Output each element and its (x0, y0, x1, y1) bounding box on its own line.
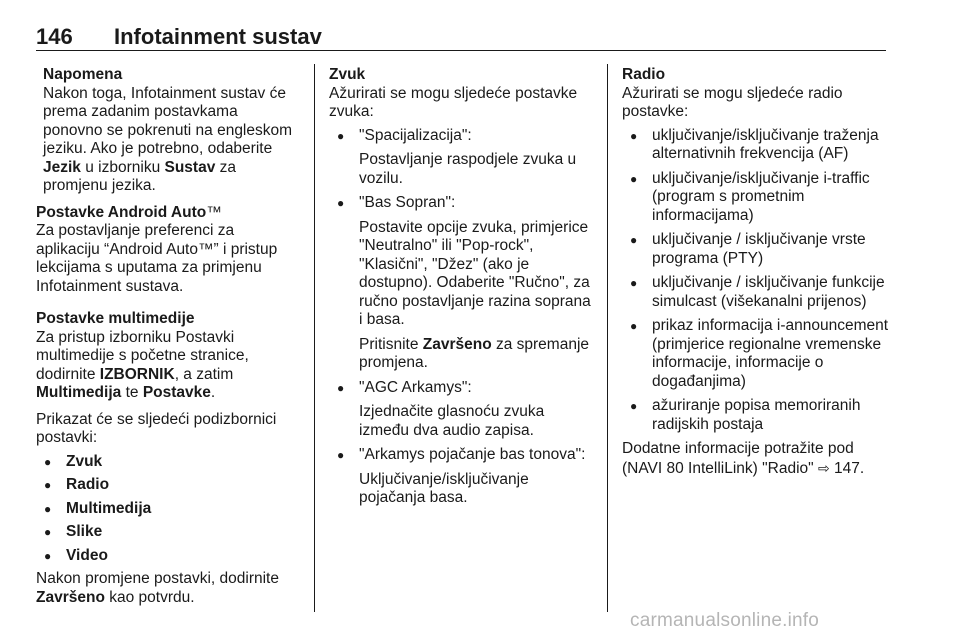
column-2 (329, 66, 595, 514)
list-item: ● Zvuk (36, 453, 300, 472)
radio-intro: Ažurirati se mogu sljedeće radio postavke: (622, 84, 843, 120)
header-divider (36, 50, 886, 51)
android-auto-text: Za postavljanje preferenci za aplikaciju “Android Auto™” i pristup lekcijama s uputama za primjenu Infotainment sustava. (36, 222, 278, 295)
note-title: Napomena (43, 66, 123, 83)
page-number: 146 (36, 24, 73, 49)
menu-language: Jezik (43, 158, 81, 176)
list-item: ● uključivanje / isključivanje funkcije simulcast (višekanalni prijenos) (622, 274, 892, 311)
list-item: ● uključivanje/isključivanje traženja alternativnih frekvencija (AF) (622, 127, 892, 164)
list-item: ● uključivanje / isključivanje vrste programa (PTY) (622, 231, 892, 268)
column-divider-1 (314, 64, 315, 612)
list-item: ● "Bas Sopran": Postavite opcije zvuka, primjerice "Neutralno" ili "Pop-rock", "Klasični", "Džez" (ako je dostupno). Odaberite "Ručno", za ručno postavljanje razina soprana i basa. Pritisnite Završeno za spremanje promjena. (329, 194, 595, 373)
watermark: carmanualsonline.info (630, 610, 820, 631)
list-item: ● Radio (36, 476, 300, 495)
submenu-list (36, 453, 300, 566)
sound-heading: Zvuk (329, 66, 366, 83)
note-text: Nakon toga, Infotainment sustav će prema zadanim postavkama ponovno se pokrenuti na engleskom jeziku. Ako je potrebno, odaberite Jezik u izborniku Sustav za promjenu jezika. (43, 84, 293, 194)
list-item: ● prikaz informacija i-announcement (primjerice regionalne vremenske informacije, informacije o događanjima) (622, 317, 892, 391)
column-divider-2 (607, 64, 608, 612)
multimedia-heading: Postavke multimedije (36, 310, 195, 327)
multimedia-text: Za pristup izborniku Postavki multimedije s početne stranice, dodirnite IZBORNIK, a zatim Multimedija te Postavke. (36, 328, 249, 401)
sound-settings-list (329, 127, 595, 508)
radio-reference: Dodatne informacije potražite pod (NAVI 80 IntelliLink) "Radio" ⇨ 147. (622, 440, 865, 477)
list-item: ● Multimedija (36, 500, 300, 519)
column-3 (622, 66, 892, 478)
android-auto-heading: Postavke Android Auto™ (36, 203, 222, 221)
note-box (36, 66, 300, 196)
list-item: ● "Spacijalizacija": Postavljanje raspodjele zvuka u vozilu. (329, 127, 595, 189)
list-item: ● Video (36, 547, 300, 566)
page-reference-arrow-icon: ⇨ (817, 459, 830, 476)
menu-system: Sustav (164, 158, 216, 176)
list-item: ● "AGC Arkamys": Izjednačite glasnoću zvuka između dva audio zapisa. (329, 379, 595, 441)
list-item: ● "Arkamys pojačanje bas tonova": Uključivanje/isključivanje pojačanja basa. (329, 446, 595, 508)
radio-heading: Radio (622, 66, 666, 83)
page-header (36, 24, 886, 56)
confirm-text: Nakon promjene postavki, dodirnite Završeno kao potvrdu. (36, 570, 279, 606)
list-item: ● Slike (36, 523, 300, 542)
column-1 (36, 66, 300, 607)
radio-settings-list (622, 127, 892, 435)
list-item: ● uključivanje/isključivanje i-traffic (program s prometnim informacijama) (622, 170, 892, 226)
sound-intro: Ažurirati se mogu sljedeće postavke zvuka: (329, 84, 578, 120)
list-item: ● ažuriranje popisa memoriranih radijskih postaja (622, 397, 892, 434)
chapter-title: Infotainment sustav (114, 24, 322, 49)
submenus-intro: Prikazat će se sljedeći podizbornici postavki: (36, 410, 277, 446)
